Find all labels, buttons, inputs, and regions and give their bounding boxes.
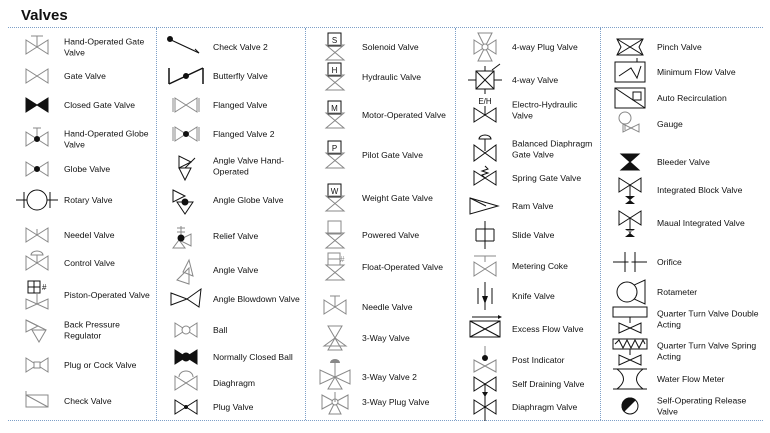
water-flow-meter-icon [609, 365, 651, 393]
valve-label: Angle Globe Valve [213, 194, 284, 205]
needle-valve-2-icon [314, 293, 356, 321]
valve-column-3 [305, 28, 456, 420]
valve-label: Rotary Valve [64, 194, 113, 205]
metering-coke-icon [464, 252, 506, 280]
valve-label: Rotameter [657, 286, 698, 297]
valve-label: Back Pressure Regulator [64, 319, 120, 340]
orifice-icon [609, 248, 651, 276]
solenoid-valve-icon [314, 33, 356, 61]
valve-item [306, 388, 456, 416]
manual-integrated-valve-icon [609, 209, 651, 237]
valve-item [8, 351, 156, 379]
valve-label: Hand-Operated Gate Valve [64, 36, 145, 57]
valve-item [601, 365, 764, 393]
valve-item [601, 33, 764, 61]
quarter-turn-double-icon [609, 305, 651, 333]
valve-item [456, 33, 601, 61]
valve-item [456, 164, 601, 192]
hand-gate-valve-icon [16, 33, 58, 61]
valve-label: Pilot Gate Valve [362, 149, 423, 160]
svg-text:P: P [331, 144, 338, 153]
valve-label: Pinch Valve [657, 41, 702, 52]
valve-item [8, 155, 156, 183]
valve-item [601, 248, 764, 276]
valve-label: Quarter Turn Valve Spring Acting [657, 340, 757, 361]
valve-label: Integrated Block Valve [657, 184, 743, 195]
minimum-flow-valve-icon [609, 58, 651, 86]
valve-item [306, 221, 456, 249]
valve-label: Bleeder Valve [657, 156, 710, 167]
valve-item [157, 91, 306, 119]
valve-label: Angle Valve Hand-Operated [213, 155, 285, 176]
float-valve-icon [314, 253, 356, 281]
valve-item [8, 186, 156, 214]
rotary-valve-icon [16, 186, 58, 214]
valve-item [8, 387, 156, 415]
valve-item [157, 33, 306, 61]
check-valve-icon [16, 387, 58, 415]
valve-item [8, 281, 156, 309]
valve-column-4 [455, 28, 601, 420]
valve-item [8, 91, 156, 119]
svg-text:H: H [331, 66, 338, 75]
valve-label: Balanced Diaphragm Gate Valve [512, 138, 593, 159]
valve-label: Self Draining Valve [512, 378, 585, 389]
plug-valve-icon [165, 393, 207, 421]
svg-text:S: S [331, 36, 338, 45]
valve-label: Angle Blowdown Valve [213, 293, 300, 304]
diaphragm-valve-icon [464, 393, 506, 421]
valve-item [601, 58, 764, 86]
valve-label: Check Valve [64, 395, 112, 406]
valve-label: Solenoid Valve [362, 41, 419, 52]
valve-label: Ram Valve [512, 200, 554, 211]
valve-item [456, 221, 601, 249]
valve-item [601, 305, 764, 333]
valve-item [306, 363, 456, 391]
valve-label: Needle Valve [362, 301, 413, 312]
valve-label: Piston-Operated Valve [64, 289, 150, 300]
valve-item [306, 253, 456, 281]
four-way-plug-valve-icon [464, 33, 506, 61]
bottom-divider [8, 420, 763, 421]
valve-item [456, 282, 601, 310]
valve-item [456, 393, 601, 421]
valve-label: 3-Way Plug Valve [362, 396, 430, 407]
valve-label: Relief Valve [213, 230, 259, 241]
valve-item [456, 252, 601, 280]
valve-item [601, 209, 764, 237]
svg-text:#: # [340, 255, 345, 264]
angle-blowdown-valve-icon [165, 285, 207, 313]
valve-item [306, 33, 456, 61]
svg-text:W: W [330, 187, 339, 196]
three-way-plug-valve-icon [314, 388, 356, 416]
valve-item [601, 278, 764, 306]
valve-item [456, 192, 601, 220]
valve-item [601, 110, 764, 138]
valve-item [157, 186, 306, 214]
valve-item [601, 148, 764, 176]
back-pressure-regulator-icon [16, 316, 58, 344]
valve-label: Slide Valve [512, 229, 555, 240]
flanged-valve-2-icon [165, 120, 207, 148]
gate-valve-icon [16, 62, 58, 90]
valve-label: Auto Recirculation [657, 92, 727, 103]
valve-label: Check Valve 2 [213, 41, 268, 52]
four-way-valve-icon [464, 66, 506, 94]
globe-valve-icon [16, 155, 58, 183]
excess-flow-valve-icon [464, 315, 506, 343]
valve-label: Plug Valve [213, 401, 254, 412]
three-way-valve-icon [314, 324, 356, 352]
valve-item [456, 96, 601, 124]
auto-recirculation-icon [609, 84, 651, 112]
valve-label: Angle Valve [213, 264, 259, 275]
valve-label: Powered Valve [362, 229, 420, 240]
spring-gate-valve-icon [464, 164, 506, 192]
valve-label: Electro-Hydraulic Valve [512, 99, 578, 120]
hand-globe-valve-icon [16, 125, 58, 153]
valve-item [306, 63, 456, 91]
valve-item [157, 285, 306, 313]
self-operating-release-icon [609, 392, 651, 420]
svg-text:#: # [42, 283, 47, 292]
valve-label: Weight Gate Valve [362, 192, 433, 203]
valve-column-2 [156, 28, 306, 420]
valve-label: Needel Valve [64, 229, 115, 240]
valve-item [8, 249, 156, 277]
butterfly-valve-icon [165, 62, 207, 90]
valve-item [456, 135, 601, 163]
valve-item [601, 84, 764, 112]
balanced-diaphragm-icon [464, 135, 506, 163]
ram-valve-icon [464, 192, 506, 220]
valve-item [157, 62, 306, 90]
valve-label: Hydraulic Valve [362, 71, 422, 82]
flanged-valve-icon [165, 91, 207, 119]
valve-label: Butterfly Valve [213, 70, 268, 81]
valve-item [456, 315, 601, 343]
valve-item [157, 393, 306, 421]
integrated-block-valve-icon [609, 176, 651, 204]
valve-item [157, 120, 306, 148]
electro-hydraulic-valve-icon [464, 96, 506, 124]
weight-gate-valve-icon [314, 184, 356, 212]
valve-item [157, 152, 306, 180]
valve-item [157, 256, 306, 284]
valve-label: Flanged Valve [213, 99, 268, 110]
valve-label: Spring Gate Valve [512, 172, 582, 183]
valve-item [306, 293, 456, 321]
valve-item [306, 184, 456, 212]
valve-label: Motor-Operated Valve [362, 109, 446, 120]
valve-label: Orifice [657, 256, 682, 267]
page-title: Valves [21, 7, 68, 24]
valve-item [601, 176, 764, 204]
relief-valve-icon [165, 222, 207, 250]
valve-label: Self-Operating Release Valve [657, 395, 747, 416]
angle-globe-valve-icon [165, 186, 207, 214]
valve-item [8, 316, 156, 344]
valve-label: Water Flow Meter [657, 373, 725, 384]
valve-label: Maual Integrated Valve [657, 217, 745, 228]
valve-label: Diaghragm [213, 377, 256, 388]
valve-label: 3-Way Valve 2 [362, 371, 417, 382]
normally-closed-ball-icon [165, 343, 207, 371]
valve-item [601, 337, 764, 365]
valve-label: Control Valve [64, 257, 115, 268]
valve-label: Excess Flow Valve [512, 323, 584, 334]
three-way-valve-2-icon [314, 363, 356, 391]
valve-label: Hand-Operated Globe Valve [64, 128, 149, 149]
needle-valve-icon [16, 221, 58, 249]
valve-label: Gauge [657, 118, 683, 129]
powered-valve-icon [314, 221, 356, 249]
pinch-valve-icon [609, 33, 651, 61]
valve-item [8, 221, 156, 249]
valve-label: Flanged Valve 2 [213, 128, 275, 139]
valve-label: Globe Valve [64, 163, 111, 174]
knife-valve-icon [464, 282, 506, 310]
valve-item [306, 324, 456, 352]
plug-cock-valve-icon [16, 351, 58, 379]
valve-item [157, 222, 306, 250]
valve-label: Normally Closed Ball [213, 351, 293, 362]
valve-item [157, 343, 306, 371]
valve-label: 4-way Plug Valve [512, 41, 578, 52]
valve-column-1 [8, 28, 156, 420]
hydraulic-valve-icon [314, 63, 356, 91]
valve-item [601, 392, 764, 420]
valve-label: Diaphragm Valve [512, 401, 578, 412]
angle-valve-hand-icon [165, 152, 207, 180]
valve-label: Gate Valve [64, 70, 106, 81]
slide-valve-icon [464, 221, 506, 249]
gauge-icon [609, 110, 651, 138]
valve-label: Quarter Turn Valve Double Acting [657, 308, 759, 329]
valve-item [157, 316, 306, 344]
valve-item [306, 101, 456, 129]
valve-label: Metering Coke [512, 260, 568, 271]
angle-valve-icon [165, 256, 207, 284]
ball-valve-icon [165, 316, 207, 344]
quarter-turn-spring-icon [609, 337, 651, 365]
motor-valve-icon [314, 101, 356, 129]
svg-text:E/H: E/H [478, 97, 492, 106]
valve-label: Knife Valve [512, 290, 555, 301]
valve-label: 3-Way Valve [362, 332, 410, 343]
valve-label: 4-way Valve [512, 74, 559, 85]
valve-label: Ball [213, 324, 228, 335]
valve-item [306, 141, 456, 169]
valve-label: Plug or Cock Valve [64, 359, 137, 370]
rotameter-icon [609, 278, 651, 306]
valve-item [8, 125, 156, 153]
valve-label: Minimum Flow Valve [657, 66, 736, 77]
pilot-gate-valve-icon [314, 141, 356, 169]
valve-column-5 [600, 28, 764, 420]
control-valve-icon [16, 249, 58, 277]
closed-gate-valve-icon [16, 91, 58, 119]
bleeder-valve-icon [609, 148, 651, 176]
valve-item [8, 62, 156, 90]
piston-valve-icon [16, 281, 58, 309]
valve-item [8, 33, 156, 61]
valve-label: Post Indicator [512, 354, 565, 365]
valve-label: Closed Gate Valve [64, 99, 136, 110]
valve-label: Float-Operated Valve [362, 261, 444, 272]
check-valve-2-icon [165, 33, 207, 61]
svg-text:M: M [331, 104, 338, 113]
valve-item [456, 66, 601, 94]
